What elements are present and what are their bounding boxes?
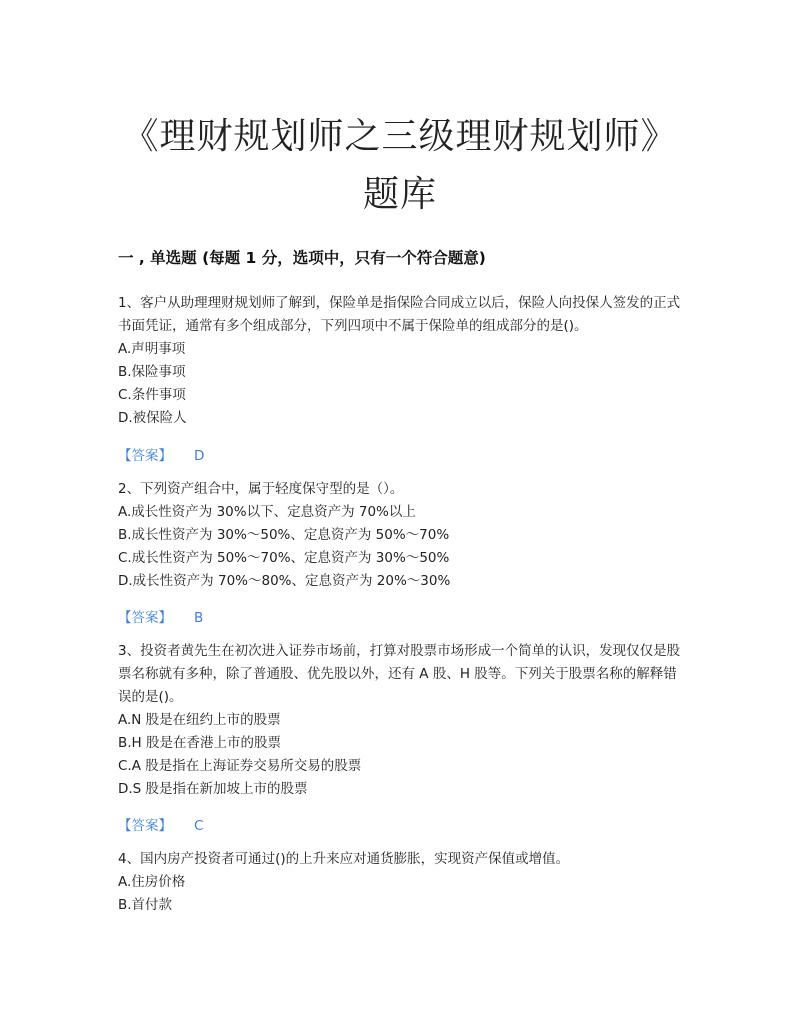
question-2 [118, 478, 684, 593]
option-a: A.住房价格 [118, 874, 186, 890]
option-b: B.保险事项 [118, 364, 186, 380]
question-stem: 3、投资者黄先生在初次进入证券市场前，打算对股票市场形成一个简单的认识，发现仅仅是股票名称就有多种，除了普通股、优先股以外，还有 A 股、H 股等。下列关于股票名称的解释错误的是()。 [118, 643, 681, 705]
question-stem: 1、客户从助理理财规划师了解到，保险单是指保险合同成立以后，保险人向投保人签发的正式书面凭证，通常有多个组成部分，下列四项中不属于保险单的组成部分的是()。 [118, 295, 681, 334]
answer-3 [118, 814, 203, 834]
question-4 [118, 848, 684, 917]
answer-2 [118, 606, 203, 626]
section-heading: 一 , 单选题 (每题 1 分，选项中，只有一个符合题意) [118, 249, 486, 267]
option-b: B.首付款 [118, 897, 173, 913]
answer-label: 【答案】 [118, 818, 172, 834]
answer-value: B [194, 610, 204, 626]
option-d: D.被保险人 [118, 410, 187, 426]
question-1 [118, 292, 684, 430]
option-b: B.H 股是在香港上市的股票 [118, 735, 281, 751]
question-stem: 2、下列资产组合中，属于轻度保守型的是（）。 [118, 481, 404, 497]
option-b: B.成长性资产为 30%～50%、定息资产为 50%～70% [118, 527, 450, 543]
option-c: C.A 股是指在上海证券交易所交易的股票 [118, 758, 362, 774]
question-3 [118, 640, 684, 801]
question-stem: 4、国内房产投资者可通过()的上升来应对通货膨胀，实现资产保值或增值。 [118, 851, 570, 867]
answer-1 [118, 444, 204, 464]
answer-value: D [194, 448, 205, 464]
option-d: D.S 股是指在新加坡上市的股票 [118, 781, 308, 797]
option-c: C.成长性资产为 50%～70%、定息资产为 30%～50% [118, 550, 450, 566]
option-d: D.成长性资产为 70%～80%、定息资产为 20%～30% [118, 573, 451, 589]
option-a: A.声明事项 [118, 341, 186, 357]
option-a: A.成长性资产为 30%以下、定息资产为 70%以上 [118, 504, 416, 520]
document-title: 《理财规划师之三级理财规划师》题库 [122, 116, 678, 215]
answer-value: C [194, 818, 204, 834]
answer-label: 【答案】 [118, 448, 172, 464]
answer-label: 【答案】 [118, 610, 172, 626]
option-c: C.条件事项 [118, 387, 186, 403]
option-a: A.N 股是在纽约上市的股票 [118, 712, 281, 728]
